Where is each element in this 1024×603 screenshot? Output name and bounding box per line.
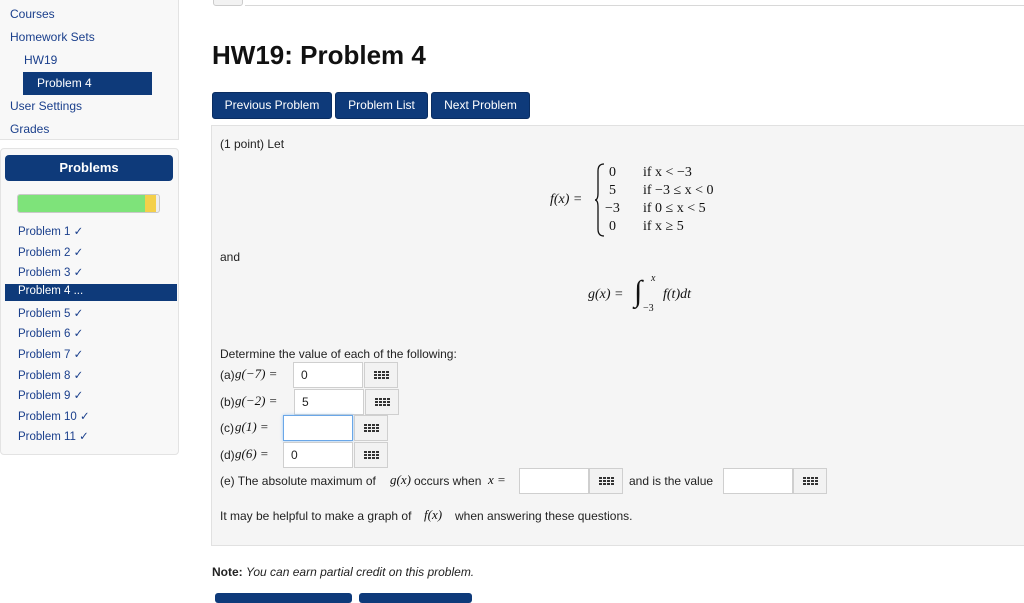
part-d-expression: g(6) = — [235, 446, 269, 461]
determine-instruction: Determine the value of each of the following: — [220, 347, 457, 361]
part-a-answer-input[interactable]: 0 — [293, 362, 363, 388]
integrand: f(t)dt — [663, 287, 691, 302]
problem-link-4-current[interactable]: Problem 4 ... — [5, 284, 177, 301]
piece-3-value: −3 — [605, 201, 620, 216]
integral-sign: ∫ — [634, 275, 643, 308]
problem-link-9[interactable]: Problem 9 ✓ — [18, 390, 84, 403]
problem-link-8[interactable]: Problem 8 ✓ — [18, 369, 84, 382]
problem-link-3[interactable]: Problem 3 ✓ — [18, 267, 84, 280]
grid-icon — [803, 477, 818, 485]
grid-icon — [375, 398, 390, 406]
problem-link-2[interactable]: Problem 2 ✓ — [18, 246, 84, 259]
note-label: Note: — [212, 565, 243, 579]
piece-3-condition: if 0 ≤ x < 5 — [643, 201, 706, 216]
part-e-x-equation-editor-button[interactable] — [589, 468, 623, 494]
piece-4-condition: if x ≥ 5 — [643, 219, 684, 234]
grid-icon — [599, 477, 614, 485]
hint-text-end: when answering these questions. — [455, 509, 633, 523]
course-nav — [0, 0, 179, 140]
note-text: You can earn partial credit on this problem. — [246, 565, 475, 579]
problem-link-6[interactable]: Problem 6 ✓ — [18, 328, 84, 341]
problem-link-1[interactable]: Problem 1 ✓ — [18, 226, 84, 238]
previous-problem-button[interactable]: Previous Problem — [212, 92, 332, 119]
grid-icon — [364, 424, 379, 432]
part-c-equation-editor-button[interactable] — [354, 415, 388, 441]
part-a-expression: g(−7) = — [235, 366, 278, 381]
part-c-expression: g(1) = — [235, 419, 269, 434]
part-d-answer-input[interactable]: 0 — [283, 442, 353, 468]
part-d-equation-editor-button[interactable] — [354, 442, 388, 468]
part-a-label: (a) — [220, 368, 235, 382]
preview-answers-button[interactable] — [359, 593, 472, 603]
nav-homework-sets-link[interactable]: Homework Sets — [10, 30, 95, 44]
part-e-value-answer-input[interactable] — [723, 468, 793, 494]
problem-link-5[interactable]: Problem 5 ✓ — [18, 307, 84, 320]
part-c-answer-input[interactable] — [283, 415, 353, 441]
part-b-expression: g(−2) = — [235, 393, 278, 408]
hint-fx: f(x) — [424, 507, 443, 522]
grid-icon — [364, 451, 379, 459]
piece-1-condition: if x < −3 — [643, 165, 692, 180]
and-label: and — [220, 250, 241, 264]
piece-2-condition: if −3 ≤ x < 0 — [643, 183, 714, 198]
problem-link-10[interactable]: Problem 10 ✓ — [18, 410, 90, 423]
piecewise-brace — [594, 163, 606, 237]
score-progress-bar — [17, 194, 160, 213]
problems-panel — [0, 148, 179, 455]
problem-link-7[interactable]: Problem 7 ✓ — [18, 348, 84, 361]
part-e-x-expression: x = — [488, 472, 506, 487]
part-c-label: (c) — [220, 421, 234, 435]
nav-user-settings-link[interactable]: User Settings — [10, 99, 83, 113]
part-e-gx: g(x) — [390, 472, 411, 487]
part-e-label: (e) The absolute maximum of — [220, 474, 376, 488]
part-a-equation-editor-button[interactable] — [364, 362, 398, 388]
progress-partial — [145, 195, 156, 212]
piece-4-value: 0 — [609, 219, 616, 234]
grid-icon — [374, 371, 389, 379]
part-b-equation-editor-button[interactable] — [365, 389, 399, 415]
problem-link-11[interactable]: Problem 11 ✓ — [18, 431, 89, 444]
problem-list — [1, 221, 180, 447]
part-b-answer-input[interactable]: 5 — [294, 389, 364, 415]
part-e-x-answer-input[interactable] — [519, 468, 589, 494]
g-definition-lhs: g(x) = — [588, 287, 624, 302]
part-e-occurs-label: occurs when — [414, 474, 482, 488]
integral-upper-limit: x — [651, 273, 656, 284]
piece-1-value: 0 — [609, 165, 616, 180]
next-problem-button[interactable]: Next Problem — [431, 92, 530, 119]
partial-credit-note — [212, 565, 474, 579]
top-divider — [245, 5, 1024, 6]
problem-list-button[interactable]: Problem List — [335, 92, 428, 119]
part-e-and-label: and is the value — [629, 474, 714, 488]
part-e-value-equation-editor-button[interactable] — [793, 468, 827, 494]
hint-text-start: It may be helpful to make a graph of — [220, 509, 412, 523]
nav-grades-link[interactable]: Grades — [10, 122, 50, 136]
nav-courses-link[interactable]: Courses — [10, 7, 55, 21]
part-d-label: (d) — [220, 448, 235, 462]
progress-correct — [18, 195, 145, 212]
integral-lower-limit: −3 — [643, 303, 654, 314]
page-title: HW19: Problem 4 — [212, 40, 426, 70]
problems-header: Problems — [5, 155, 173, 181]
submit-answers-button[interactable] — [215, 593, 352, 603]
nav-hw19-link[interactable]: HW19 — [24, 53, 58, 67]
problem-intro: (1 point) Let — [220, 137, 285, 151]
top-toolbar-stub — [213, 0, 243, 6]
nav-problem4-link[interactable]: Problem 4 — [23, 72, 152, 95]
f-definition-lhs: f(x) = — [550, 192, 583, 207]
piece-2-value: 5 — [609, 183, 616, 198]
part-b-label: (b) — [220, 395, 235, 409]
